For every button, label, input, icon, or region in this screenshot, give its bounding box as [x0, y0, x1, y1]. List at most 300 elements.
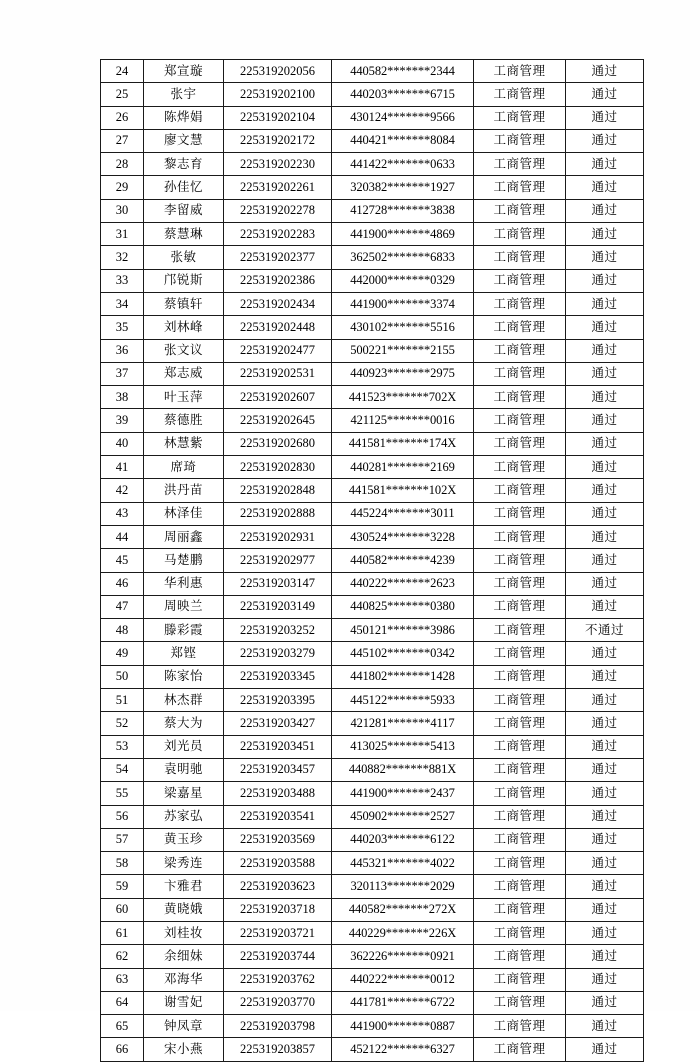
cell-exam-id: 225319203588	[224, 852, 332, 875]
cell-name: 谢雪妃	[144, 991, 224, 1014]
cell-major: 工商管理	[474, 176, 566, 199]
cell-result: 通过	[566, 875, 644, 898]
cell-index: 41	[101, 456, 144, 479]
cell-result: 通过	[566, 1015, 644, 1038]
cell-name: 刘林峰	[144, 316, 224, 339]
cell-index: 38	[101, 386, 144, 409]
cell-name: 林泽佳	[144, 502, 224, 525]
cell-result: 通过	[566, 386, 644, 409]
table-row	[101, 339, 644, 362]
cell-result: 通过	[566, 712, 644, 735]
table-row	[101, 129, 644, 152]
cell-index: 43	[101, 502, 144, 525]
cell-id-card: 445122*******5933	[332, 689, 474, 712]
cell-id-card: 441802*******1428	[332, 665, 474, 688]
cell-index: 44	[101, 525, 144, 548]
cell-index: 52	[101, 712, 144, 735]
cell-index: 47	[101, 595, 144, 618]
table-row	[101, 549, 644, 572]
table-row	[101, 176, 644, 199]
cell-exam-id: 225319202448	[224, 316, 332, 339]
cell-major: 工商管理	[474, 106, 566, 129]
table-row	[101, 479, 644, 502]
cell-exam-id: 225319202386	[224, 269, 332, 292]
cell-major: 工商管理	[474, 572, 566, 595]
cell-major: 工商管理	[474, 1038, 566, 1061]
cell-index: 37	[101, 362, 144, 385]
cell-major: 工商管理	[474, 409, 566, 432]
cell-id-card: 442000*******0329	[332, 269, 474, 292]
cell-exam-id: 225319202931	[224, 525, 332, 548]
table-row	[101, 199, 644, 222]
cell-index: 25	[101, 83, 144, 106]
cell-exam-id: 225319203541	[224, 805, 332, 828]
cell-name: 陈家怡	[144, 665, 224, 688]
cell-name: 黄晓娥	[144, 898, 224, 921]
cell-major: 工商管理	[474, 339, 566, 362]
cell-major: 工商管理	[474, 898, 566, 921]
cell-exam-id: 225319202172	[224, 129, 332, 152]
cell-name: 梁秀连	[144, 852, 224, 875]
cell-major: 工商管理	[474, 292, 566, 315]
cell-result: 不通过	[566, 619, 644, 642]
table-row	[101, 665, 644, 688]
table-row	[101, 456, 644, 479]
cell-major: 工商管理	[474, 60, 566, 83]
cell-exam-id: 225319203857	[224, 1038, 332, 1061]
cell-major: 工商管理	[474, 921, 566, 944]
table-row	[101, 875, 644, 898]
cell-result: 通过	[566, 921, 644, 944]
cell-index: 58	[101, 852, 144, 875]
table-row	[101, 828, 644, 851]
cell-major: 工商管理	[474, 852, 566, 875]
cell-major: 工商管理	[474, 153, 566, 176]
cell-id-card: 440421*******8084	[332, 129, 474, 152]
cell-major: 工商管理	[474, 619, 566, 642]
cell-name: 邝锐斯	[144, 269, 224, 292]
cell-major: 工商管理	[474, 502, 566, 525]
cell-name: 周映兰	[144, 595, 224, 618]
table-row	[101, 525, 644, 548]
table-row	[101, 758, 644, 781]
cell-id-card: 441900*******2437	[332, 782, 474, 805]
cell-id-card: 441900*******4869	[332, 223, 474, 246]
cell-id-card: 441900*******0887	[332, 1015, 474, 1038]
cell-id-card: 440923*******2975	[332, 362, 474, 385]
cell-index: 53	[101, 735, 144, 758]
cell-result: 通过	[566, 642, 644, 665]
table-row	[101, 898, 644, 921]
cell-exam-id: 225319203147	[224, 572, 332, 595]
cell-name: 滕彩霞	[144, 619, 224, 642]
cell-index: 65	[101, 1015, 144, 1038]
cell-index: 57	[101, 828, 144, 851]
cell-exam-id: 225319202477	[224, 339, 332, 362]
cell-result: 通过	[566, 758, 644, 781]
cell-name: 洪丹苗	[144, 479, 224, 502]
cell-major: 工商管理	[474, 269, 566, 292]
cell-major: 工商管理	[474, 828, 566, 851]
cell-exam-id: 225319203718	[224, 898, 332, 921]
cell-exam-id: 225319202848	[224, 479, 332, 502]
cell-id-card: 440582*******2344	[332, 60, 474, 83]
cell-major: 工商管理	[474, 432, 566, 455]
table-row	[101, 269, 644, 292]
cell-name: 李留威	[144, 199, 224, 222]
cell-index: 27	[101, 129, 144, 152]
cell-result: 通过	[566, 409, 644, 432]
cell-id-card: 441900*******3374	[332, 292, 474, 315]
cell-id-card: 320113*******2029	[332, 875, 474, 898]
cell-index: 31	[101, 223, 144, 246]
cell-major: 工商管理	[474, 735, 566, 758]
cell-major: 工商管理	[474, 875, 566, 898]
cell-index: 50	[101, 665, 144, 688]
cell-name: 蔡德胜	[144, 409, 224, 432]
cell-major: 工商管理	[474, 199, 566, 222]
cell-result: 通过	[566, 269, 644, 292]
cell-exam-id: 225319202230	[224, 153, 332, 176]
cell-id-card: 440825*******0380	[332, 595, 474, 618]
cell-name: 钟凤章	[144, 1015, 224, 1038]
cell-id-card: 440222*******0012	[332, 968, 474, 991]
cell-id-card: 440582*******4239	[332, 549, 474, 572]
table-row	[101, 386, 644, 409]
cell-name: 叶玉萍	[144, 386, 224, 409]
cell-index: 62	[101, 945, 144, 968]
cell-major: 工商管理	[474, 316, 566, 339]
cell-name: 张宇	[144, 83, 224, 106]
cell-name: 孙佳忆	[144, 176, 224, 199]
cell-major: 工商管理	[474, 525, 566, 548]
cell-id-card: 413025*******5413	[332, 735, 474, 758]
cell-result: 通过	[566, 805, 644, 828]
cell-result: 通过	[566, 60, 644, 83]
table-row	[101, 852, 644, 875]
cell-major: 工商管理	[474, 782, 566, 805]
cell-id-card: 452122*******6327	[332, 1038, 474, 1061]
cell-name: 余细妹	[144, 945, 224, 968]
cell-name: 马楚鹏	[144, 549, 224, 572]
cell-result: 通过	[566, 432, 644, 455]
cell-index: 28	[101, 153, 144, 176]
cell-exam-id: 225319203252	[224, 619, 332, 642]
cell-major: 工商管理	[474, 712, 566, 735]
cell-exam-id: 225319203345	[224, 665, 332, 688]
roster-table-body	[101, 60, 644, 1062]
cell-index: 33	[101, 269, 144, 292]
table-row	[101, 409, 644, 432]
cell-id-card: 441781*******6722	[332, 991, 474, 1014]
cell-major: 工商管理	[474, 246, 566, 269]
cell-exam-id: 225319203744	[224, 945, 332, 968]
cell-index: 63	[101, 968, 144, 991]
cell-index: 26	[101, 106, 144, 129]
cell-index: 59	[101, 875, 144, 898]
table-row	[101, 945, 644, 968]
cell-result: 通过	[566, 945, 644, 968]
cell-major: 工商管理	[474, 549, 566, 572]
cell-major: 工商管理	[474, 223, 566, 246]
cell-exam-id: 225319203279	[224, 642, 332, 665]
cell-index: 64	[101, 991, 144, 1014]
cell-id-card: 445224*******3011	[332, 502, 474, 525]
cell-id-card: 450121*******3986	[332, 619, 474, 642]
cell-major: 工商管理	[474, 456, 566, 479]
cell-result: 通过	[566, 689, 644, 712]
cell-id-card: 421125*******0016	[332, 409, 474, 432]
cell-index: 51	[101, 689, 144, 712]
cell-id-card: 441422*******0633	[332, 153, 474, 176]
cell-result: 通过	[566, 83, 644, 106]
table-row	[101, 689, 644, 712]
cell-exam-id: 225319203149	[224, 595, 332, 618]
cell-name: 林杰群	[144, 689, 224, 712]
cell-result: 通过	[566, 176, 644, 199]
cell-index: 60	[101, 898, 144, 921]
cell-exam-id: 225319202104	[224, 106, 332, 129]
cell-name: 梁嘉星	[144, 782, 224, 805]
cell-major: 工商管理	[474, 479, 566, 502]
cell-name: 苏家弘	[144, 805, 224, 828]
table-row	[101, 246, 644, 269]
cell-index: 46	[101, 572, 144, 595]
cell-id-card: 421281*******4117	[332, 712, 474, 735]
cell-exam-id: 225319203395	[224, 689, 332, 712]
table-row	[101, 735, 644, 758]
cell-id-card: 445321*******4022	[332, 852, 474, 875]
table-row	[101, 991, 644, 1014]
cell-result: 通过	[566, 129, 644, 152]
cell-exam-id: 225319202261	[224, 176, 332, 199]
table-row	[101, 712, 644, 735]
cell-exam-id: 225319203427	[224, 712, 332, 735]
cell-id-card: 430124*******9566	[332, 106, 474, 129]
cell-name: 蔡大为	[144, 712, 224, 735]
cell-id-card: 450902*******2527	[332, 805, 474, 828]
cell-result: 通过	[566, 362, 644, 385]
roster-table	[100, 59, 644, 1062]
cell-id-card: 412728*******3838	[332, 199, 474, 222]
cell-result: 通过	[566, 199, 644, 222]
cell-exam-id: 225319202377	[224, 246, 332, 269]
cell-major: 工商管理	[474, 83, 566, 106]
cell-exam-id: 225319203457	[224, 758, 332, 781]
table-row	[101, 60, 644, 83]
cell-name: 刘桂妆	[144, 921, 224, 944]
cell-major: 工商管理	[474, 386, 566, 409]
cell-major: 工商管理	[474, 595, 566, 618]
cell-index: 66	[101, 1038, 144, 1061]
cell-exam-id: 225319203488	[224, 782, 332, 805]
cell-id-card: 440582*******272X	[332, 898, 474, 921]
table-row	[101, 805, 644, 828]
cell-result: 通过	[566, 1038, 644, 1061]
cell-result: 通过	[566, 456, 644, 479]
cell-index: 54	[101, 758, 144, 781]
cell-result: 通过	[566, 525, 644, 548]
cell-index: 40	[101, 432, 144, 455]
cell-exam-id: 225319203798	[224, 1015, 332, 1038]
cell-name: 周丽鑫	[144, 525, 224, 548]
cell-id-card: 440882*******881X	[332, 758, 474, 781]
cell-index: 39	[101, 409, 144, 432]
cell-name: 郑志威	[144, 362, 224, 385]
cell-exam-id: 225319202100	[224, 83, 332, 106]
cell-id-card: 441581*******174X	[332, 432, 474, 455]
cell-name: 邓海华	[144, 968, 224, 991]
cell-major: 工商管理	[474, 129, 566, 152]
cell-exam-id: 225319202680	[224, 432, 332, 455]
cell-id-card: 441523*******702X	[332, 386, 474, 409]
cell-exam-id: 225319202434	[224, 292, 332, 315]
cell-result: 通过	[566, 572, 644, 595]
cell-name: 张文议	[144, 339, 224, 362]
cell-name: 黎志育	[144, 153, 224, 176]
cell-name: 袁明驰	[144, 758, 224, 781]
cell-id-card: 440203*******6715	[332, 83, 474, 106]
cell-exam-id: 225319203770	[224, 991, 332, 1014]
cell-index: 29	[101, 176, 144, 199]
cell-id-card: 430524*******3228	[332, 525, 474, 548]
cell-id-card: 362226*******0921	[332, 945, 474, 968]
cell-name: 卞雅君	[144, 875, 224, 898]
table-row	[101, 153, 644, 176]
cell-result: 通过	[566, 339, 644, 362]
table-row	[101, 223, 644, 246]
cell-index: 35	[101, 316, 144, 339]
cell-exam-id: 225319203451	[224, 735, 332, 758]
cell-exam-id: 225319202278	[224, 199, 332, 222]
cell-id-card: 320382*******1927	[332, 176, 474, 199]
cell-result: 通过	[566, 852, 644, 875]
table-row	[101, 432, 644, 455]
cell-name: 华利惠	[144, 572, 224, 595]
cell-result: 通过	[566, 479, 644, 502]
table-row	[101, 595, 644, 618]
cell-index: 61	[101, 921, 144, 944]
cell-exam-id: 225319203569	[224, 828, 332, 851]
cell-result: 通过	[566, 153, 644, 176]
cell-major: 工商管理	[474, 805, 566, 828]
cell-result: 通过	[566, 223, 644, 246]
cell-exam-id: 225319202830	[224, 456, 332, 479]
cell-result: 通过	[566, 735, 644, 758]
cell-exam-id: 225319202531	[224, 362, 332, 385]
table-row	[101, 292, 644, 315]
table-row	[101, 782, 644, 805]
table-row	[101, 1015, 644, 1038]
table-row	[101, 968, 644, 991]
cell-result: 通过	[566, 246, 644, 269]
cell-name: 林慧紫	[144, 432, 224, 455]
cell-result: 通过	[566, 502, 644, 525]
cell-major: 工商管理	[474, 945, 566, 968]
cell-name: 陈烨娟	[144, 106, 224, 129]
cell-major: 工商管理	[474, 665, 566, 688]
cell-id-card: 500221*******2155	[332, 339, 474, 362]
cell-result: 通过	[566, 292, 644, 315]
cell-major: 工商管理	[474, 758, 566, 781]
cell-exam-id: 225319202977	[224, 549, 332, 572]
cell-exam-id: 225319203623	[224, 875, 332, 898]
cell-result: 通过	[566, 898, 644, 921]
cell-major: 工商管理	[474, 991, 566, 1014]
cell-result: 通过	[566, 991, 644, 1014]
cell-name: 刘光员	[144, 735, 224, 758]
cell-name: 蔡镇轩	[144, 292, 224, 315]
table-row	[101, 362, 644, 385]
cell-id-card: 441581*******102X	[332, 479, 474, 502]
roster-table-container	[100, 59, 624, 1062]
cell-result: 通过	[566, 665, 644, 688]
table-row	[101, 83, 644, 106]
table-row	[101, 316, 644, 339]
cell-exam-id: 225319202607	[224, 386, 332, 409]
table-row	[101, 572, 644, 595]
cell-id-card: 440281*******2169	[332, 456, 474, 479]
cell-id-card: 362502*******6833	[332, 246, 474, 269]
cell-id-card: 440222*******2623	[332, 572, 474, 595]
cell-index: 24	[101, 60, 144, 83]
cell-exam-id: 225319203762	[224, 968, 332, 991]
cell-id-card: 440229*******226X	[332, 921, 474, 944]
cell-result: 通过	[566, 106, 644, 129]
cell-name: 蔡慧琳	[144, 223, 224, 246]
cell-major: 工商管理	[474, 689, 566, 712]
table-row	[101, 921, 644, 944]
cell-name: 黄玉珍	[144, 828, 224, 851]
table-row	[101, 619, 644, 642]
cell-exam-id: 225319202283	[224, 223, 332, 246]
cell-name: 宋小燕	[144, 1038, 224, 1061]
table-row	[101, 502, 644, 525]
cell-name: 郑铿	[144, 642, 224, 665]
cell-name: 郑宣璇	[144, 60, 224, 83]
cell-index: 36	[101, 339, 144, 362]
cell-result: 通过	[566, 782, 644, 805]
cell-result: 通过	[566, 316, 644, 339]
table-row	[101, 1038, 644, 1061]
cell-index: 56	[101, 805, 144, 828]
cell-name: 席琦	[144, 456, 224, 479]
cell-id-card: 430102*******5516	[332, 316, 474, 339]
cell-major: 工商管理	[474, 642, 566, 665]
cell-exam-id: 225319203721	[224, 921, 332, 944]
table-row	[101, 642, 644, 665]
cell-index: 49	[101, 642, 144, 665]
cell-index: 34	[101, 292, 144, 315]
cell-exam-id: 225319202056	[224, 60, 332, 83]
cell-result: 通过	[566, 828, 644, 851]
cell-major: 工商管理	[474, 968, 566, 991]
cell-major: 工商管理	[474, 362, 566, 385]
cell-name: 张敏	[144, 246, 224, 269]
cell-major: 工商管理	[474, 1015, 566, 1038]
cell-result: 通过	[566, 549, 644, 572]
cell-index: 32	[101, 246, 144, 269]
cell-id-card: 445102*******0342	[332, 642, 474, 665]
cell-index: 55	[101, 782, 144, 805]
cell-id-card: 440203*******6122	[332, 828, 474, 851]
cell-index: 30	[101, 199, 144, 222]
cell-exam-id: 225319202888	[224, 502, 332, 525]
table-row	[101, 106, 644, 129]
cell-index: 42	[101, 479, 144, 502]
cell-index: 48	[101, 619, 144, 642]
cell-name: 廖文慧	[144, 129, 224, 152]
